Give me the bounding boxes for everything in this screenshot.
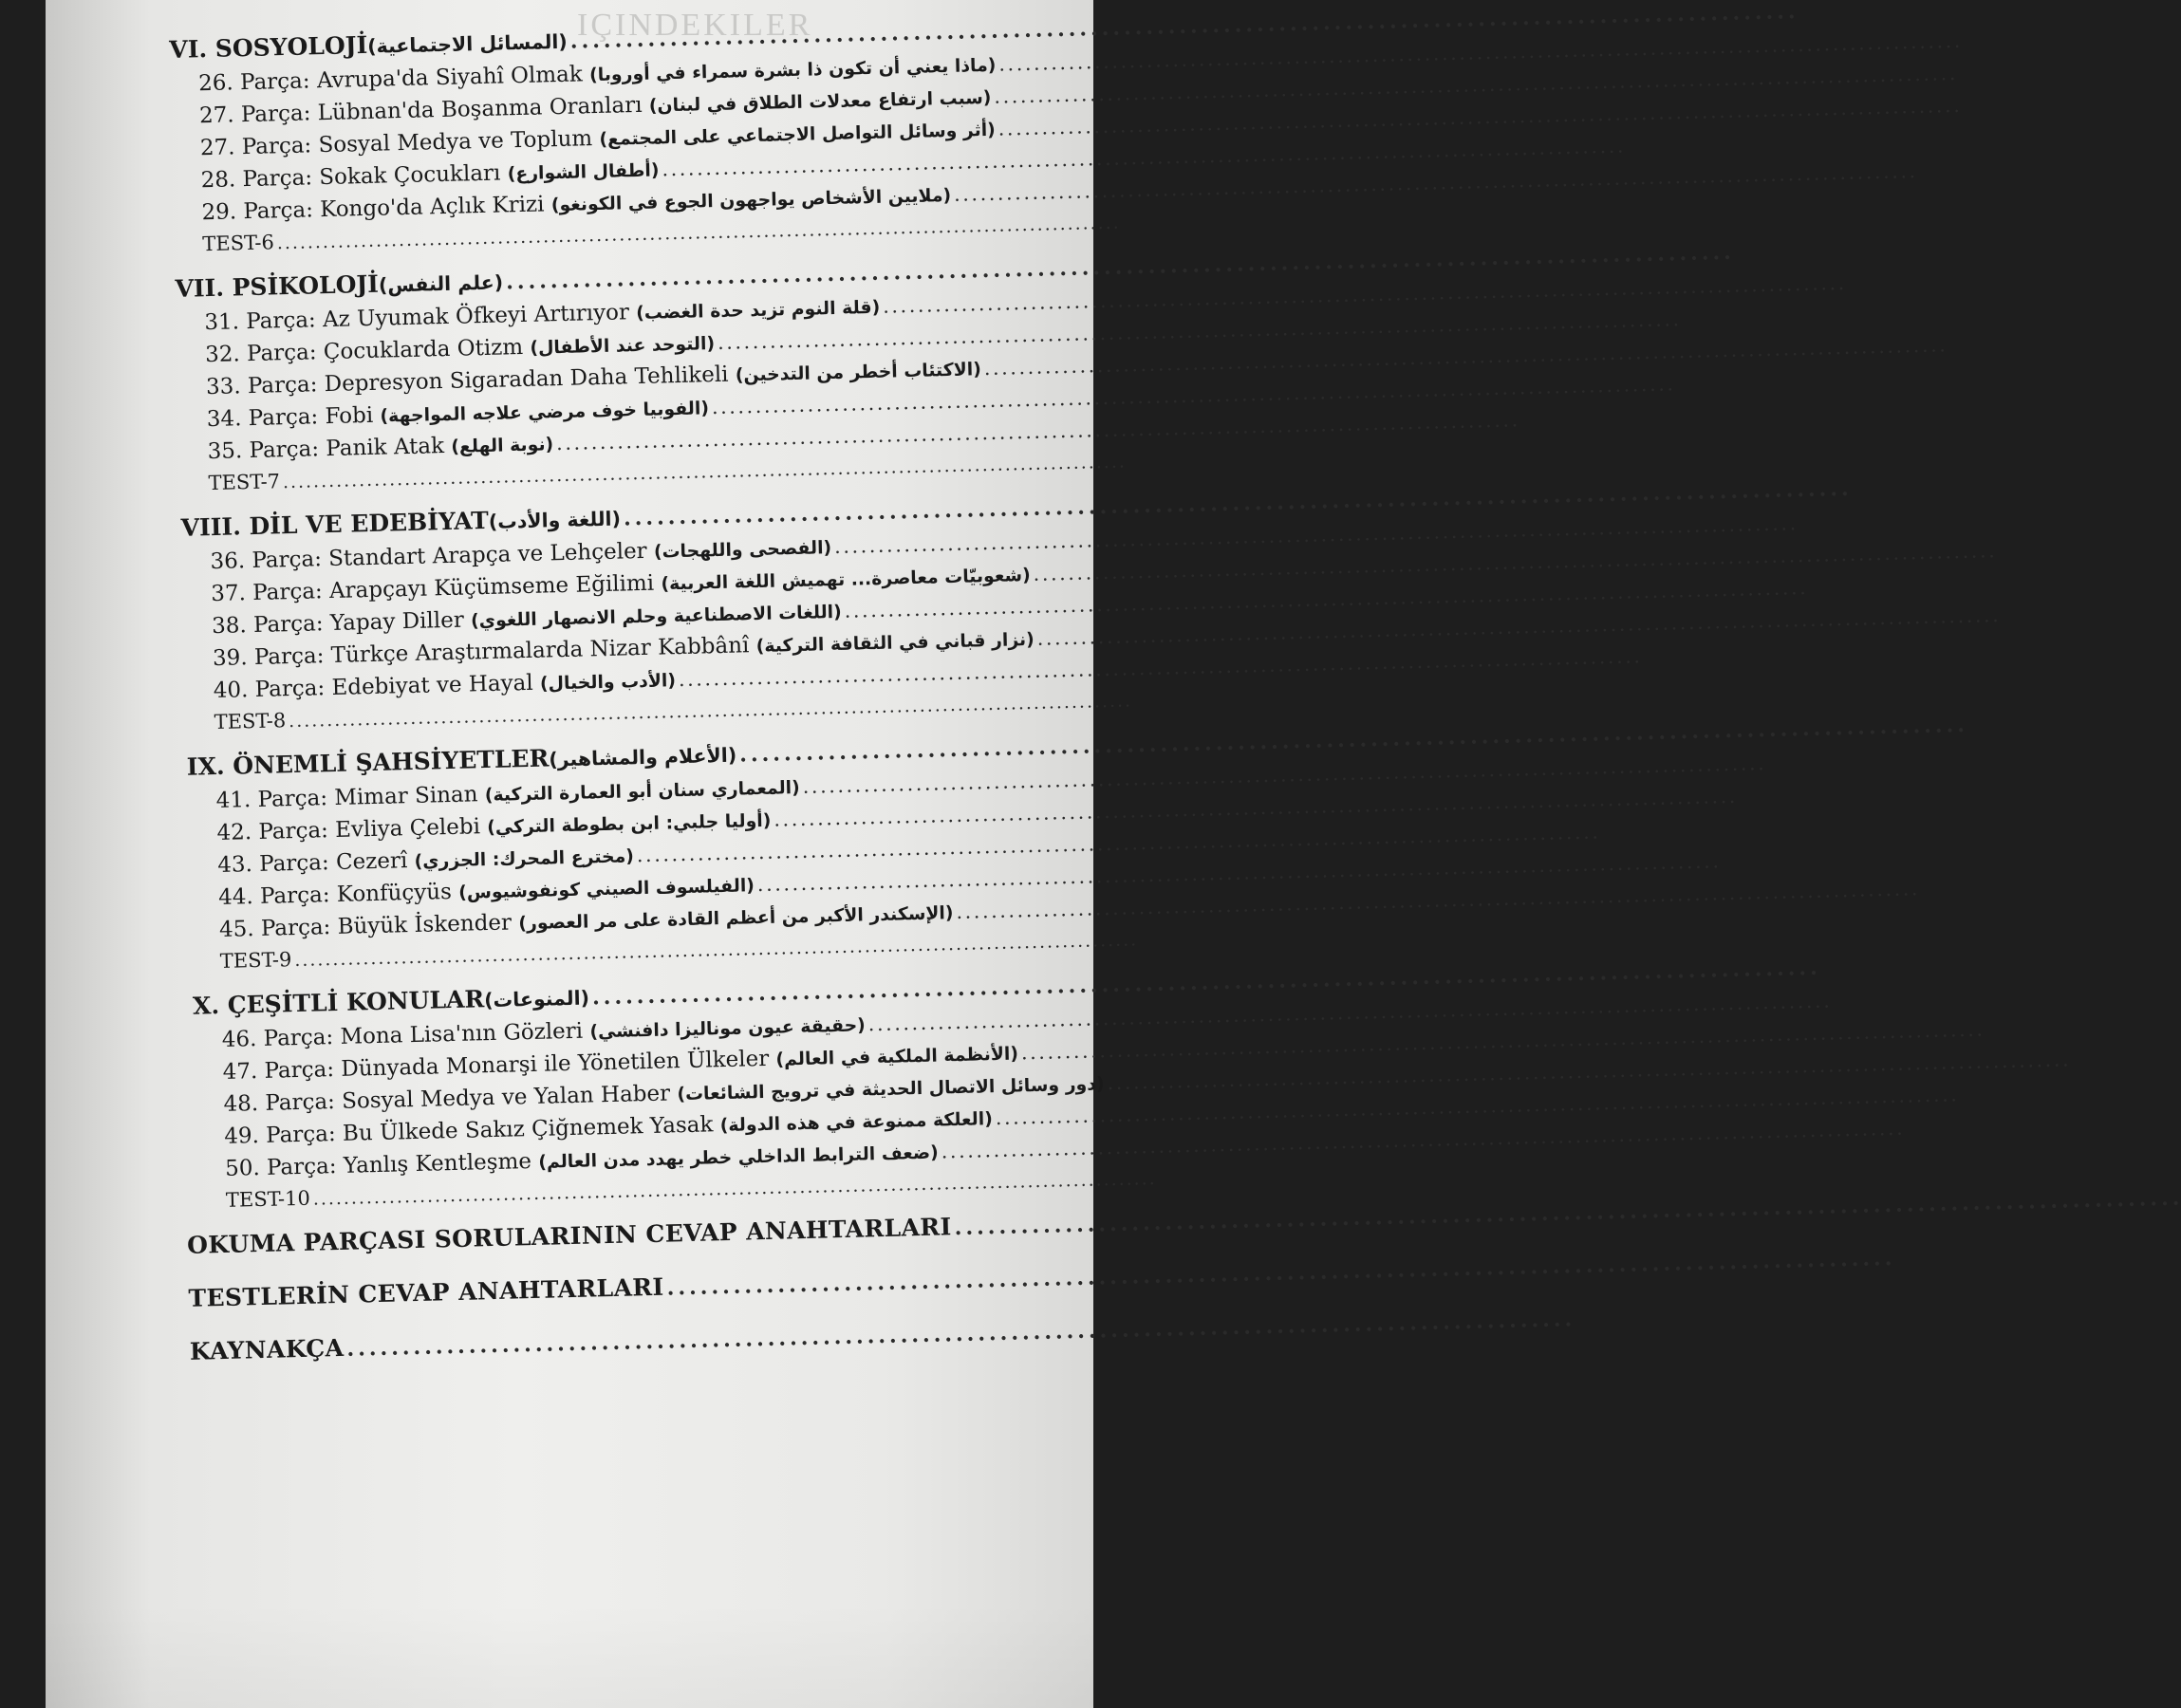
entry-arabic: (دور وسائل الاتصال الحديثة في ترويج الشائعات) xyxy=(677,1073,1105,1105)
test-label: TEST-8 xyxy=(214,709,287,734)
entry-arabic: (مخترع المحرك: الجزري) xyxy=(414,845,635,872)
section-psikoloji xyxy=(175,251,1148,501)
entry-label: 48. Parça: Sosyal Medya ve Yalan Haber xyxy=(223,1081,671,1117)
entry-label: 36. Parça: Standart Arapça ve Lehçeler xyxy=(210,538,647,575)
entry-arabic: (ضعف الترابط الداخلي خطر يهدد مدن العالم) xyxy=(538,1142,940,1173)
page-shadow xyxy=(46,1604,1093,1708)
entry-label: 47. Parça: Dünyada Monarşi ile Yönetilen Ülkeler xyxy=(222,1046,770,1085)
entry-label: 37. Parça: Arapçayı Küçümseme Eğilimi xyxy=(211,570,655,607)
entry-arabic: (التوحد عند الأطفال) xyxy=(530,333,716,359)
test-label: TEST-9 xyxy=(219,948,292,973)
entry-label: 42. Parça: Evliya Çelebi xyxy=(216,814,481,846)
entry-label: 27. Parça: Lübnan'da Boşanma Oranları xyxy=(198,92,643,129)
entry-label: 45. Parça: Büyük İskender xyxy=(218,910,513,942)
section-title: VI. SOSYOLOJİ xyxy=(169,30,368,64)
entry-arabic: (شعوبيّات معاصرة... تهميش اللغة العربية) xyxy=(661,564,1031,595)
entry-arabic: (العلكة ممنوعة في هذه الدولة) xyxy=(719,1108,994,1137)
section-title-arabic: (اللغة والأدب) xyxy=(488,507,622,533)
entry-label: 31. Parça: Az Uyumak Öfkeyi Artırıyor xyxy=(204,300,630,336)
entry-label: 49. Parça: Bu Ülkede Sakız Çiğnemek Yasak xyxy=(224,1112,714,1149)
section-onemli-sahsiyetler xyxy=(186,730,1160,979)
entry-label: 41. Parça: Mimar Sinan xyxy=(215,782,478,814)
closing-label: TESTLERİN CEVAP ANAHTARLARI xyxy=(188,1272,664,1312)
section-title-arabic: (المنوعات) xyxy=(483,986,590,1012)
entry-arabic: (ماذا يعني أن تكون ذا بشرة سمراء في أوروبا) xyxy=(588,54,997,86)
entry-label: 26. Parça: Avrupa'da Siyahî Olmak xyxy=(197,62,584,97)
entry-arabic: (سبب ارتفاع معدلات الطلاق في لبنان) xyxy=(648,86,992,117)
section-title-arabic: (المسائل الاجتماعية) xyxy=(366,29,569,58)
section-title: VII. PSİKOLOJİ xyxy=(175,269,380,303)
entry-label: 27. Parça: Sosyal Medya ve Toplum xyxy=(199,126,593,161)
section-title: VIII. DİL VE EDEBİYAT xyxy=(180,506,490,542)
section-title-arabic: (علم النفس) xyxy=(378,270,504,297)
closing-label: OKUMA PARÇASI SORULARININ CEVAP ANAHTARLARI xyxy=(186,1213,952,1259)
show-through-heading: IÇINDEKILER xyxy=(577,8,813,43)
test-label: TEST-7 xyxy=(208,470,281,495)
section-cesitli-konular xyxy=(193,969,1166,1218)
entry-label: 34. Parça: Fobi xyxy=(206,402,374,433)
entry-arabic: (الأدب والخيال) xyxy=(539,670,677,695)
entry-arabic: (الفيلسوف الصيني كونفوشيوس) xyxy=(457,875,755,903)
entry-label: 35. Parça: Panik Atak xyxy=(207,434,445,465)
entry-arabic: (أطفال الشوارع) xyxy=(507,159,660,185)
entry-arabic: (أثر وسائل التواصل الاجتماعي على المجتمع) xyxy=(599,119,997,150)
test-label: TEST-6 xyxy=(202,231,275,256)
entry-label: 33. Parça: Depresyon Sigaradan Daha Tehlikeli xyxy=(205,362,729,400)
entry-arabic: (الفصحى واللهجات) xyxy=(653,537,832,563)
section-title: IX. ÖNEMLİ ŞAHSİYETLER xyxy=(186,744,550,781)
entry-label: 46. Parça: Mona Lisa'nın Gözleri xyxy=(221,1018,584,1052)
entry-label: 39. Parça: Türkçe Araştırmalarda Nizar Kabbânî xyxy=(212,633,750,672)
entry-label: 44. Parça: Konfüçyüs xyxy=(217,879,453,910)
entry-arabic: (الإسكندر الأكبر من أعظم القادة على مر العصور) xyxy=(518,902,954,935)
entry-label: 28. Parça: Sokak Çocukları xyxy=(200,160,501,194)
entry-arabic: (أوليا جلبي: ابن بطوطة التركي) xyxy=(486,809,772,839)
entry-arabic: (الفوبيا خوف مرضي علاجه المواجهة) xyxy=(380,398,710,427)
entry-arabic: (اللغات الاصطناعية وحلم الانصهار اللغوي) xyxy=(470,601,842,632)
entry-label: 50. Parça: Yanlış Kentleşme xyxy=(224,1149,532,1181)
section-sosyoloji xyxy=(169,12,1143,262)
entry-label: 32. Parça: Çocuklarda Otizm xyxy=(204,334,524,368)
entry-arabic: (حقيقة عيون موناليزا دافنشي) xyxy=(589,1014,867,1043)
section-title-arabic: (الأعلام والمشاهير) xyxy=(549,743,737,771)
book-page xyxy=(46,0,1105,1708)
entry-arabic: (المعماري سنان أبو العمارة التركية) xyxy=(484,776,801,807)
entry-label: 38. Parça: Yapay Diller xyxy=(211,607,465,640)
entry-arabic: (نزار قباني في الثقافة التركية) xyxy=(755,628,1035,658)
entry-label: 43. Parça: Cezerî xyxy=(217,848,408,879)
section-title: X. ÇEŞİTLİ KONULAR xyxy=(192,985,485,1020)
section-dil-ve-edebiyat xyxy=(180,491,1154,740)
entry-arabic: (ملايين الأشخاص يواجهون الجوع في الكونغو) xyxy=(550,184,952,216)
table-of-contents xyxy=(169,12,1170,1390)
test-label: TEST-10 xyxy=(225,1186,311,1212)
entry-arabic: (نوبة الهلع) xyxy=(451,434,554,457)
entry-arabic: (قلة النوم تزيد حدة الغضب) xyxy=(635,296,881,325)
closing-label: KAYNAKÇA xyxy=(189,1333,345,1365)
entry-arabic: (الأنظمة الملكية في العالم) xyxy=(775,1043,1019,1070)
entry-label: 40. Parça: Edebiyat ve Hayal xyxy=(213,670,533,704)
entry-arabic: (الاكتئاب أخطر من التدخين) xyxy=(735,359,982,386)
entry-label: 29. Parça: Kongo'da Açlık Krizi xyxy=(201,192,545,226)
